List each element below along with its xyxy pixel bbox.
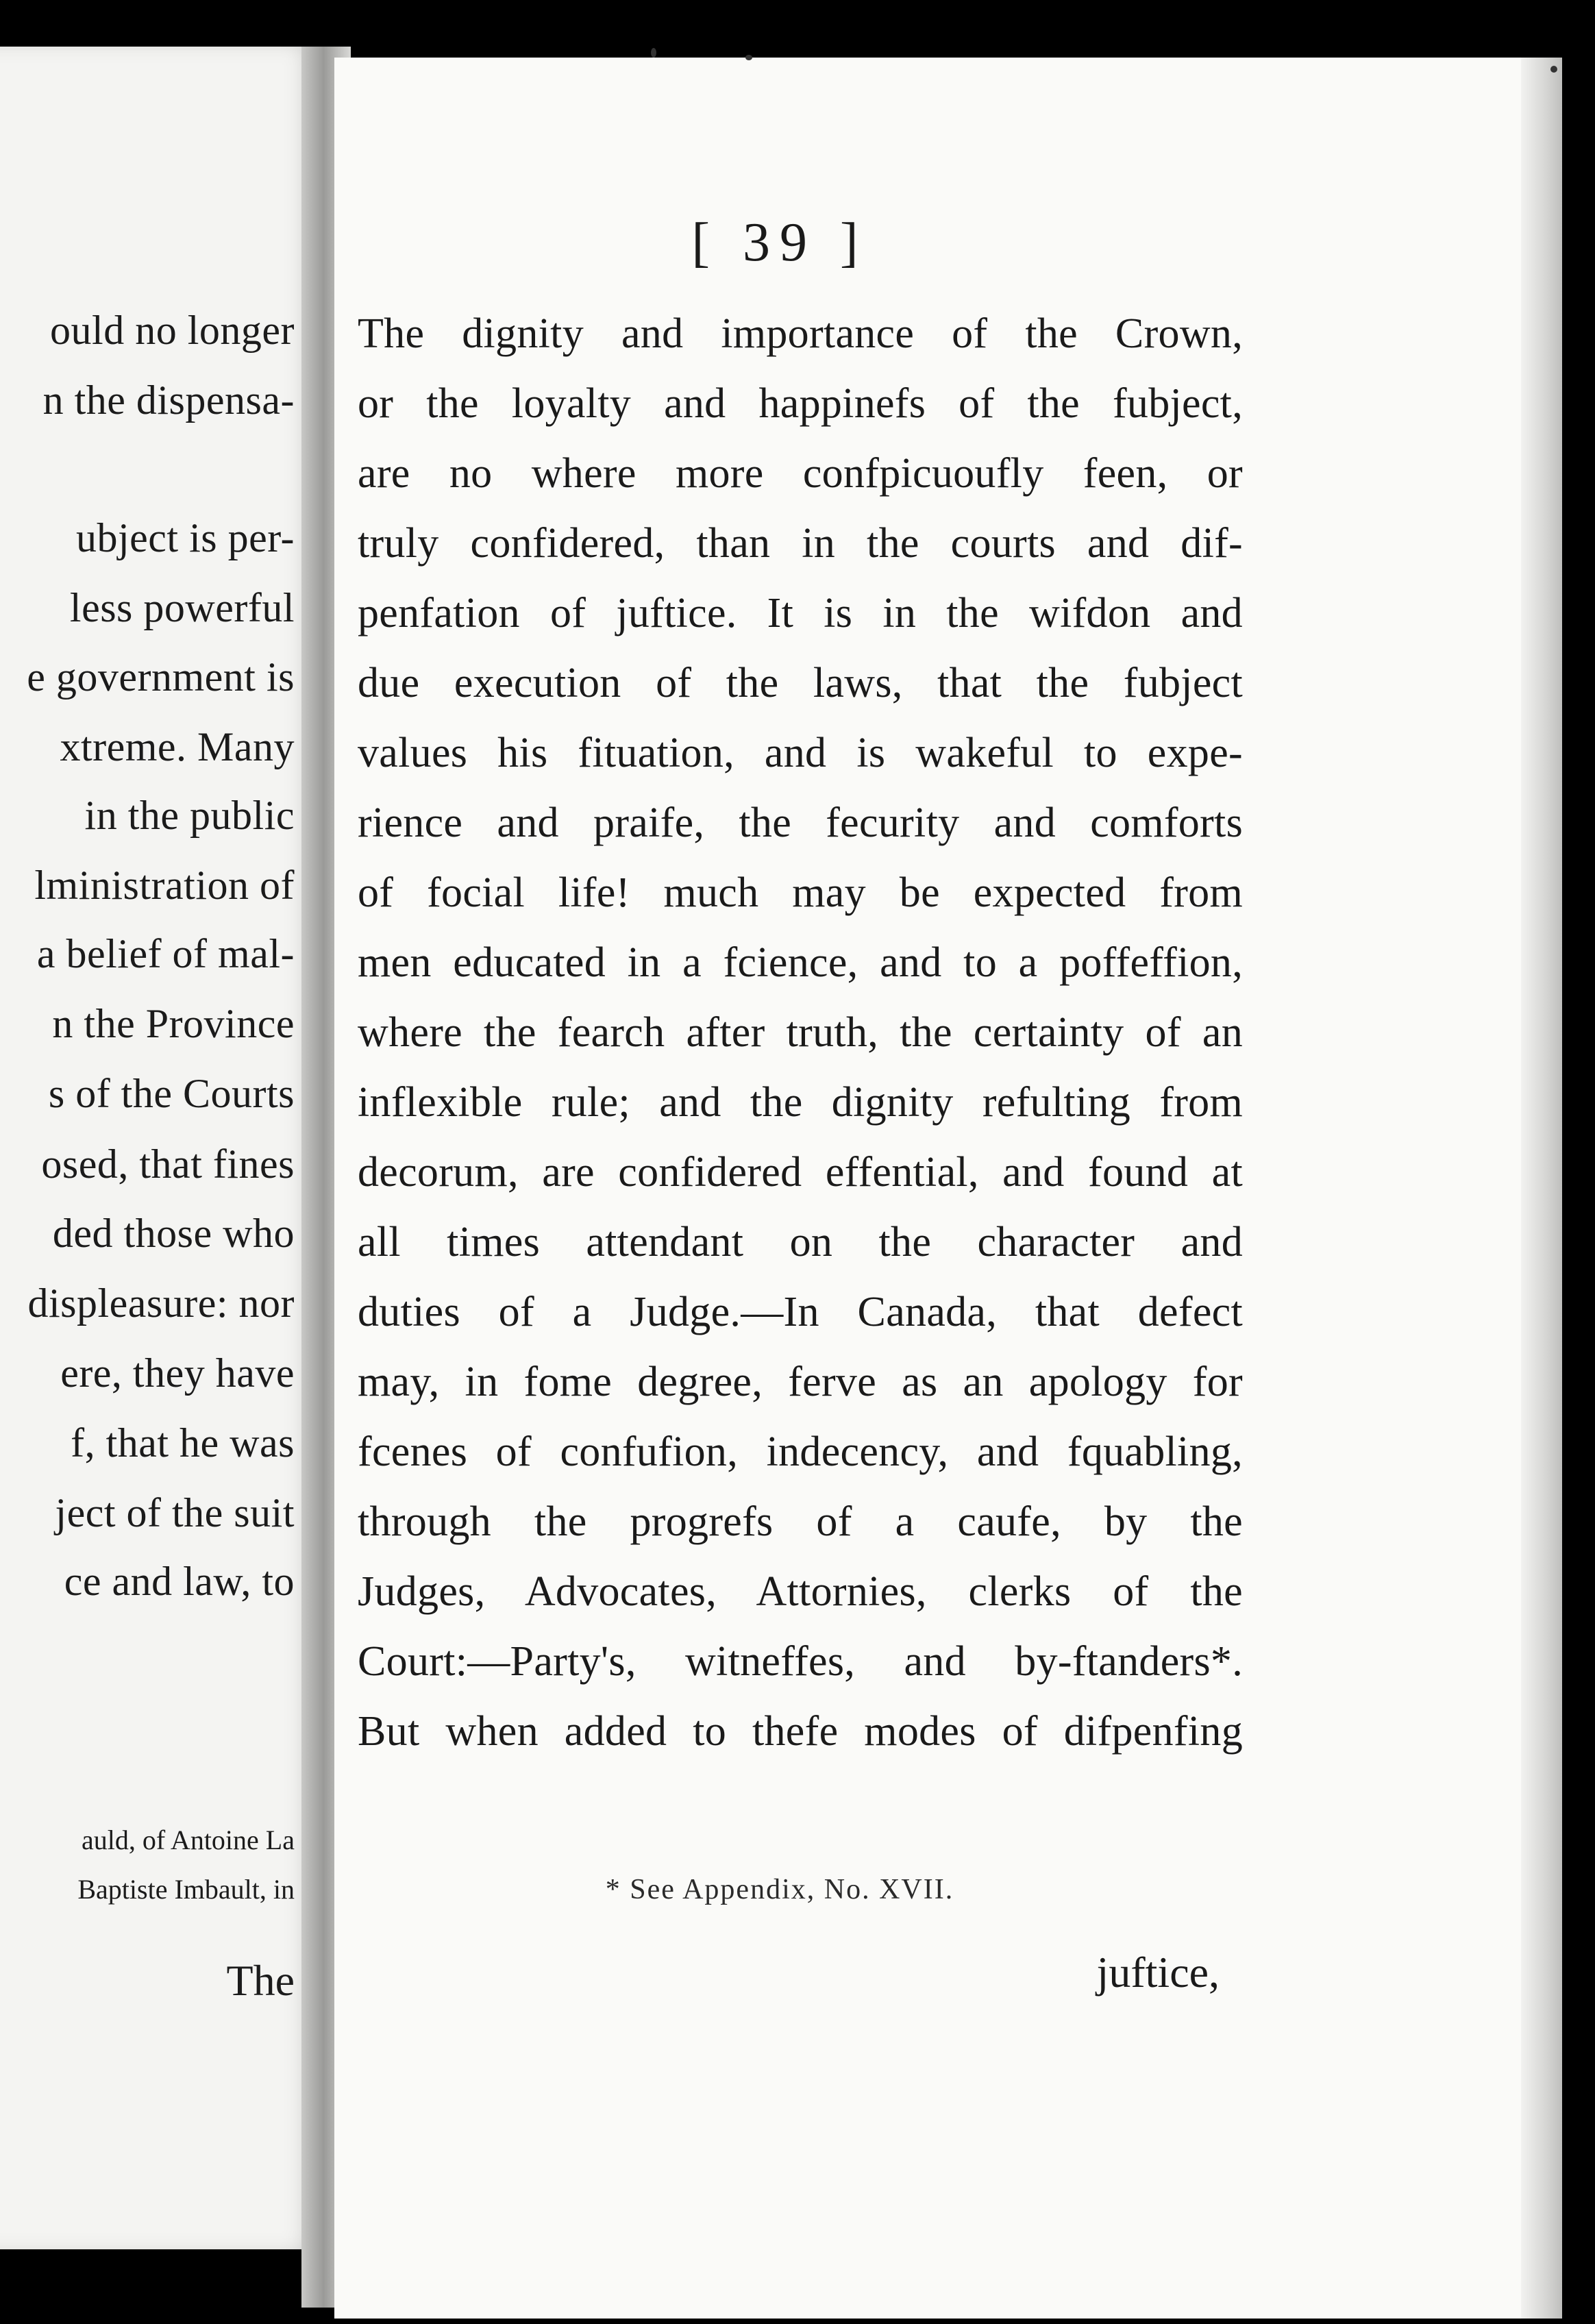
left-facing-page — [0, 47, 321, 2249]
left-page-footnote-line: auld, of Antoine La — [81, 1825, 295, 1855]
page-edge-shadow — [1521, 58, 1562, 2319]
body-line: may, in fome degree, ferve as an apology for — [358, 1359, 1243, 1405]
page-number-header: [ 39 ] — [691, 212, 868, 273]
left-page-line: ject of the suit — [55, 1490, 295, 1535]
left-page-line: s of the Courts — [48, 1071, 295, 1116]
scan-speck — [651, 48, 656, 58]
scan-speck — [745, 55, 752, 60]
body-line: through the progrefs of a caufe, by the — [358, 1498, 1243, 1545]
body-line: values his fituation, and is wakeful to expe- — [358, 730, 1243, 776]
left-page-line: displeasure: nor — [27, 1281, 295, 1326]
body-line: of focial life! much may be expected from — [358, 869, 1243, 916]
left-page-line: lministration of — [34, 863, 295, 908]
body-line: all times attendant on the character and — [358, 1219, 1243, 1265]
left-page-line: ere, they have — [60, 1350, 295, 1396]
left-page-line: e government is — [27, 654, 295, 700]
left-page-line: less powerful — [69, 585, 295, 630]
left-page-line: a belief of mal- — [36, 931, 295, 976]
left-page-line: n the dispensa- — [42, 378, 295, 423]
body-line: rience and praife, the fecurity and comforts — [358, 800, 1243, 846]
scan-speck — [1550, 66, 1557, 73]
body-line: are no where more confpicuoufly feen, or — [358, 450, 1243, 497]
left-page-catchword: The — [226, 1956, 295, 2005]
catchword: juftice, — [1096, 1948, 1220, 1997]
left-page-line: ded those who — [52, 1211, 295, 1256]
left-page-line: osed, that fines — [41, 1141, 295, 1187]
left-page-line: ould no longer — [50, 308, 295, 353]
body-line: due execution of the laws, that the fubject — [358, 660, 1243, 706]
body-line: Judges, Advocates, Attornies, clerks of the — [358, 1568, 1243, 1615]
left-page-line: ubject is per- — [75, 515, 295, 560]
body-line: Court:—Party's, witneffes, and by-ftanders*. — [358, 1638, 1243, 1685]
body-line: penfation of juftice. It is in the wifdon and — [358, 590, 1243, 636]
left-page-line: n the Province — [52, 1001, 295, 1046]
body-line: or the loyalty and happinefs of the fubject, — [358, 380, 1243, 427]
left-page-line: f, that he was — [71, 1420, 295, 1466]
body-line: But when added to thefe modes of difpenfing — [358, 1708, 1243, 1755]
body-line: fcenes of confufion, indecency, and fquabling, — [358, 1429, 1243, 1475]
body-line: The dignity and importance of the Crown, — [358, 310, 1243, 357]
body-line: truly confidered, than in the courts and dif- — [358, 520, 1243, 567]
body-line: men educated in a fcience, and to a poffeffion, — [358, 939, 1243, 986]
body-line: decorum, are confidered effential, and found at — [358, 1149, 1243, 1196]
left-page-footnote-line: Baptiste Imbault, in — [77, 1874, 295, 1905]
footnote: * See Appendix, No. XVII. — [605, 1874, 954, 1905]
right-page — [334, 58, 1562, 2319]
body-line: duties of a Judge.—In Canada, that defect — [358, 1289, 1243, 1335]
body-line: where the fearch after truth, the certainty of an — [358, 1009, 1243, 1056]
left-page-line: xtreme. Many — [60, 724, 295, 769]
left-page-line: in the public — [84, 793, 295, 838]
body-line: inflexible rule; and the dignity refulting from — [358, 1079, 1243, 1126]
left-page-line: ce and law, to — [64, 1559, 295, 1604]
